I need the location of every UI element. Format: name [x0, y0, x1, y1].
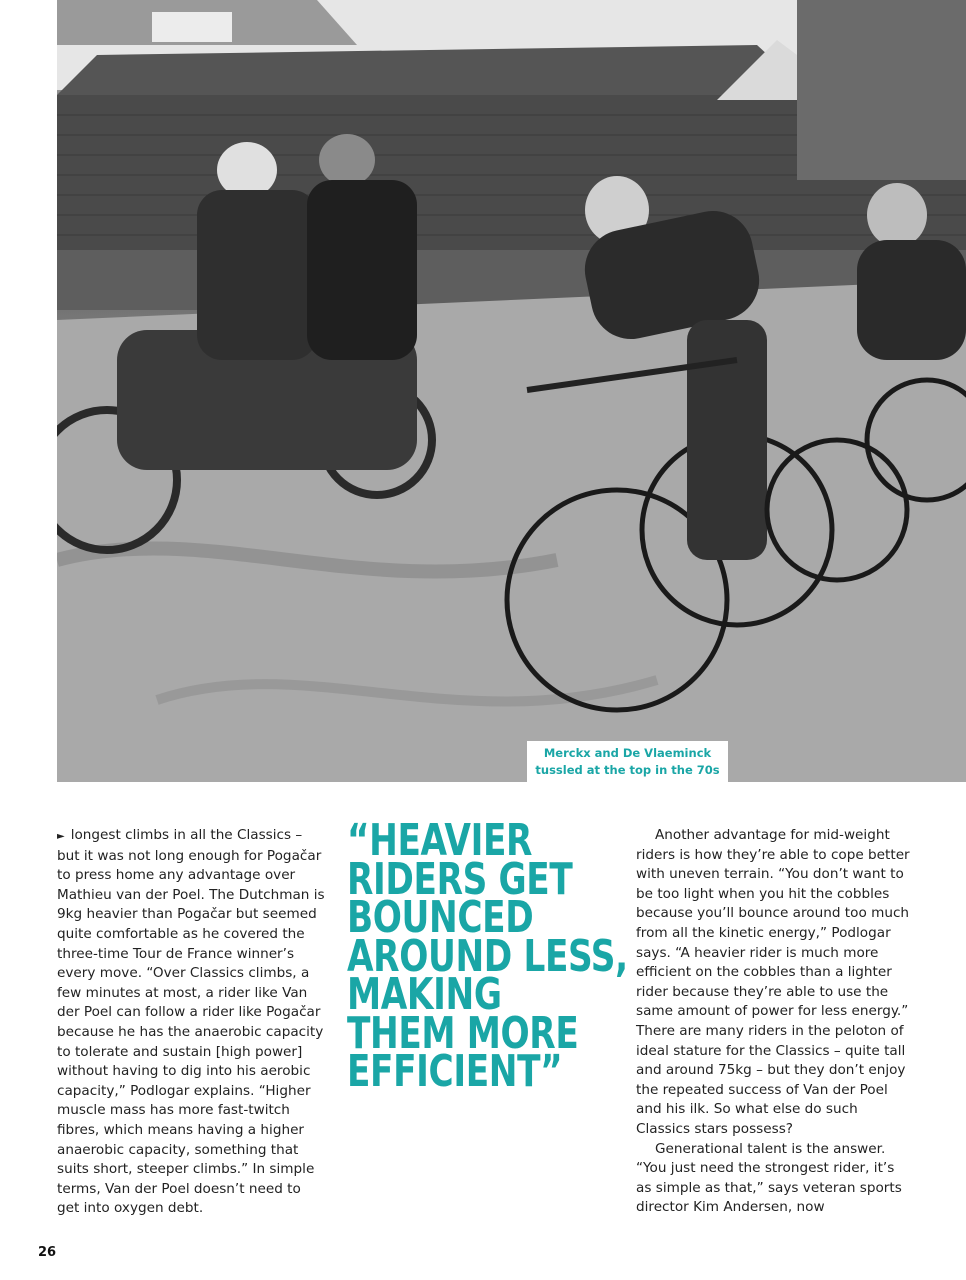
race-scene-illustration	[57, 0, 966, 782]
pull-quote-line: EFFICIENT”	[347, 1046, 563, 1097]
caption-line-2: tussled at the top in the 70s	[535, 763, 720, 777]
left-paragraph	[57, 826, 327, 1219]
photo-caption	[527, 741, 728, 782]
pull-quote-line: “HEAVIER	[347, 815, 533, 866]
pull-quote-line: BOUNCED	[347, 892, 534, 943]
right-paragraph-1: Another advantage for mid-weight riders is how they’re able to cope better with uneven terrain. “You don’t want to be too light when you hit the cobbles because you’ll bounce around too much from all the kinetic energy,” Podlogar says. “A heavier rider is much more efficient on the cobbles than a lighter rider because they’re able to use the same amount of power for less energy.” There are many riders in the peloton of ideal stature for the Classics – quite tall and around 75kg – but they don’t enjoy the repeated success of Van der Poel and his ilk. So what else do such Classics stars possess?	[636, 827, 910, 1137]
pull-quote-line: RIDERS GET	[347, 853, 573, 905]
continuation-arrow-icon: ►	[57, 831, 65, 842]
article-right-column	[636, 826, 911, 1218]
pull-quote	[347, 815, 628, 1097]
caption-line-1: Merckx and De Vlaeminck	[543, 746, 712, 760]
pull-quote-line: THEM MORE	[347, 1007, 579, 1059]
left-paragraph-text: longest climbs in all the Classics – but it was not long enough for Pogačar to press home any advantage over Mathieu van der Poel. The Dutchman is 9kg heavier than Pogačar but seemed quite comfortable as he covered the three-time Tour de France winner’s every move. “Over Classics climbs, a few minutes at most, a rider like Van der Poel can follow a rider like Pogačar because he has the anaerobic capacity to tolerate and sustain [high power] without having to dig into his aerobic capacity,” Podlogar explains. “Higher muscle mass has more fast-twitch fibres, which means having a higher anaerobic capacity, something that suits short, steeper climbs.” In simple terms, Van der Poel doesn’t need to get into oxygen debt.	[57, 827, 325, 1217]
article-left-column	[57, 826, 327, 1219]
pull-quote-line: MAKING	[347, 969, 502, 1020]
hero-photo	[57, 0, 966, 782]
page-number: 26	[38, 1245, 57, 1260]
right-paragraph-2: Generational talent is the answer. “You just need the strongest rider, it’s as simple as that,” says veteran sports director Kim Andersen, now	[636, 1140, 902, 1216]
pull-quote-line: AROUND LESS,	[347, 930, 628, 982]
